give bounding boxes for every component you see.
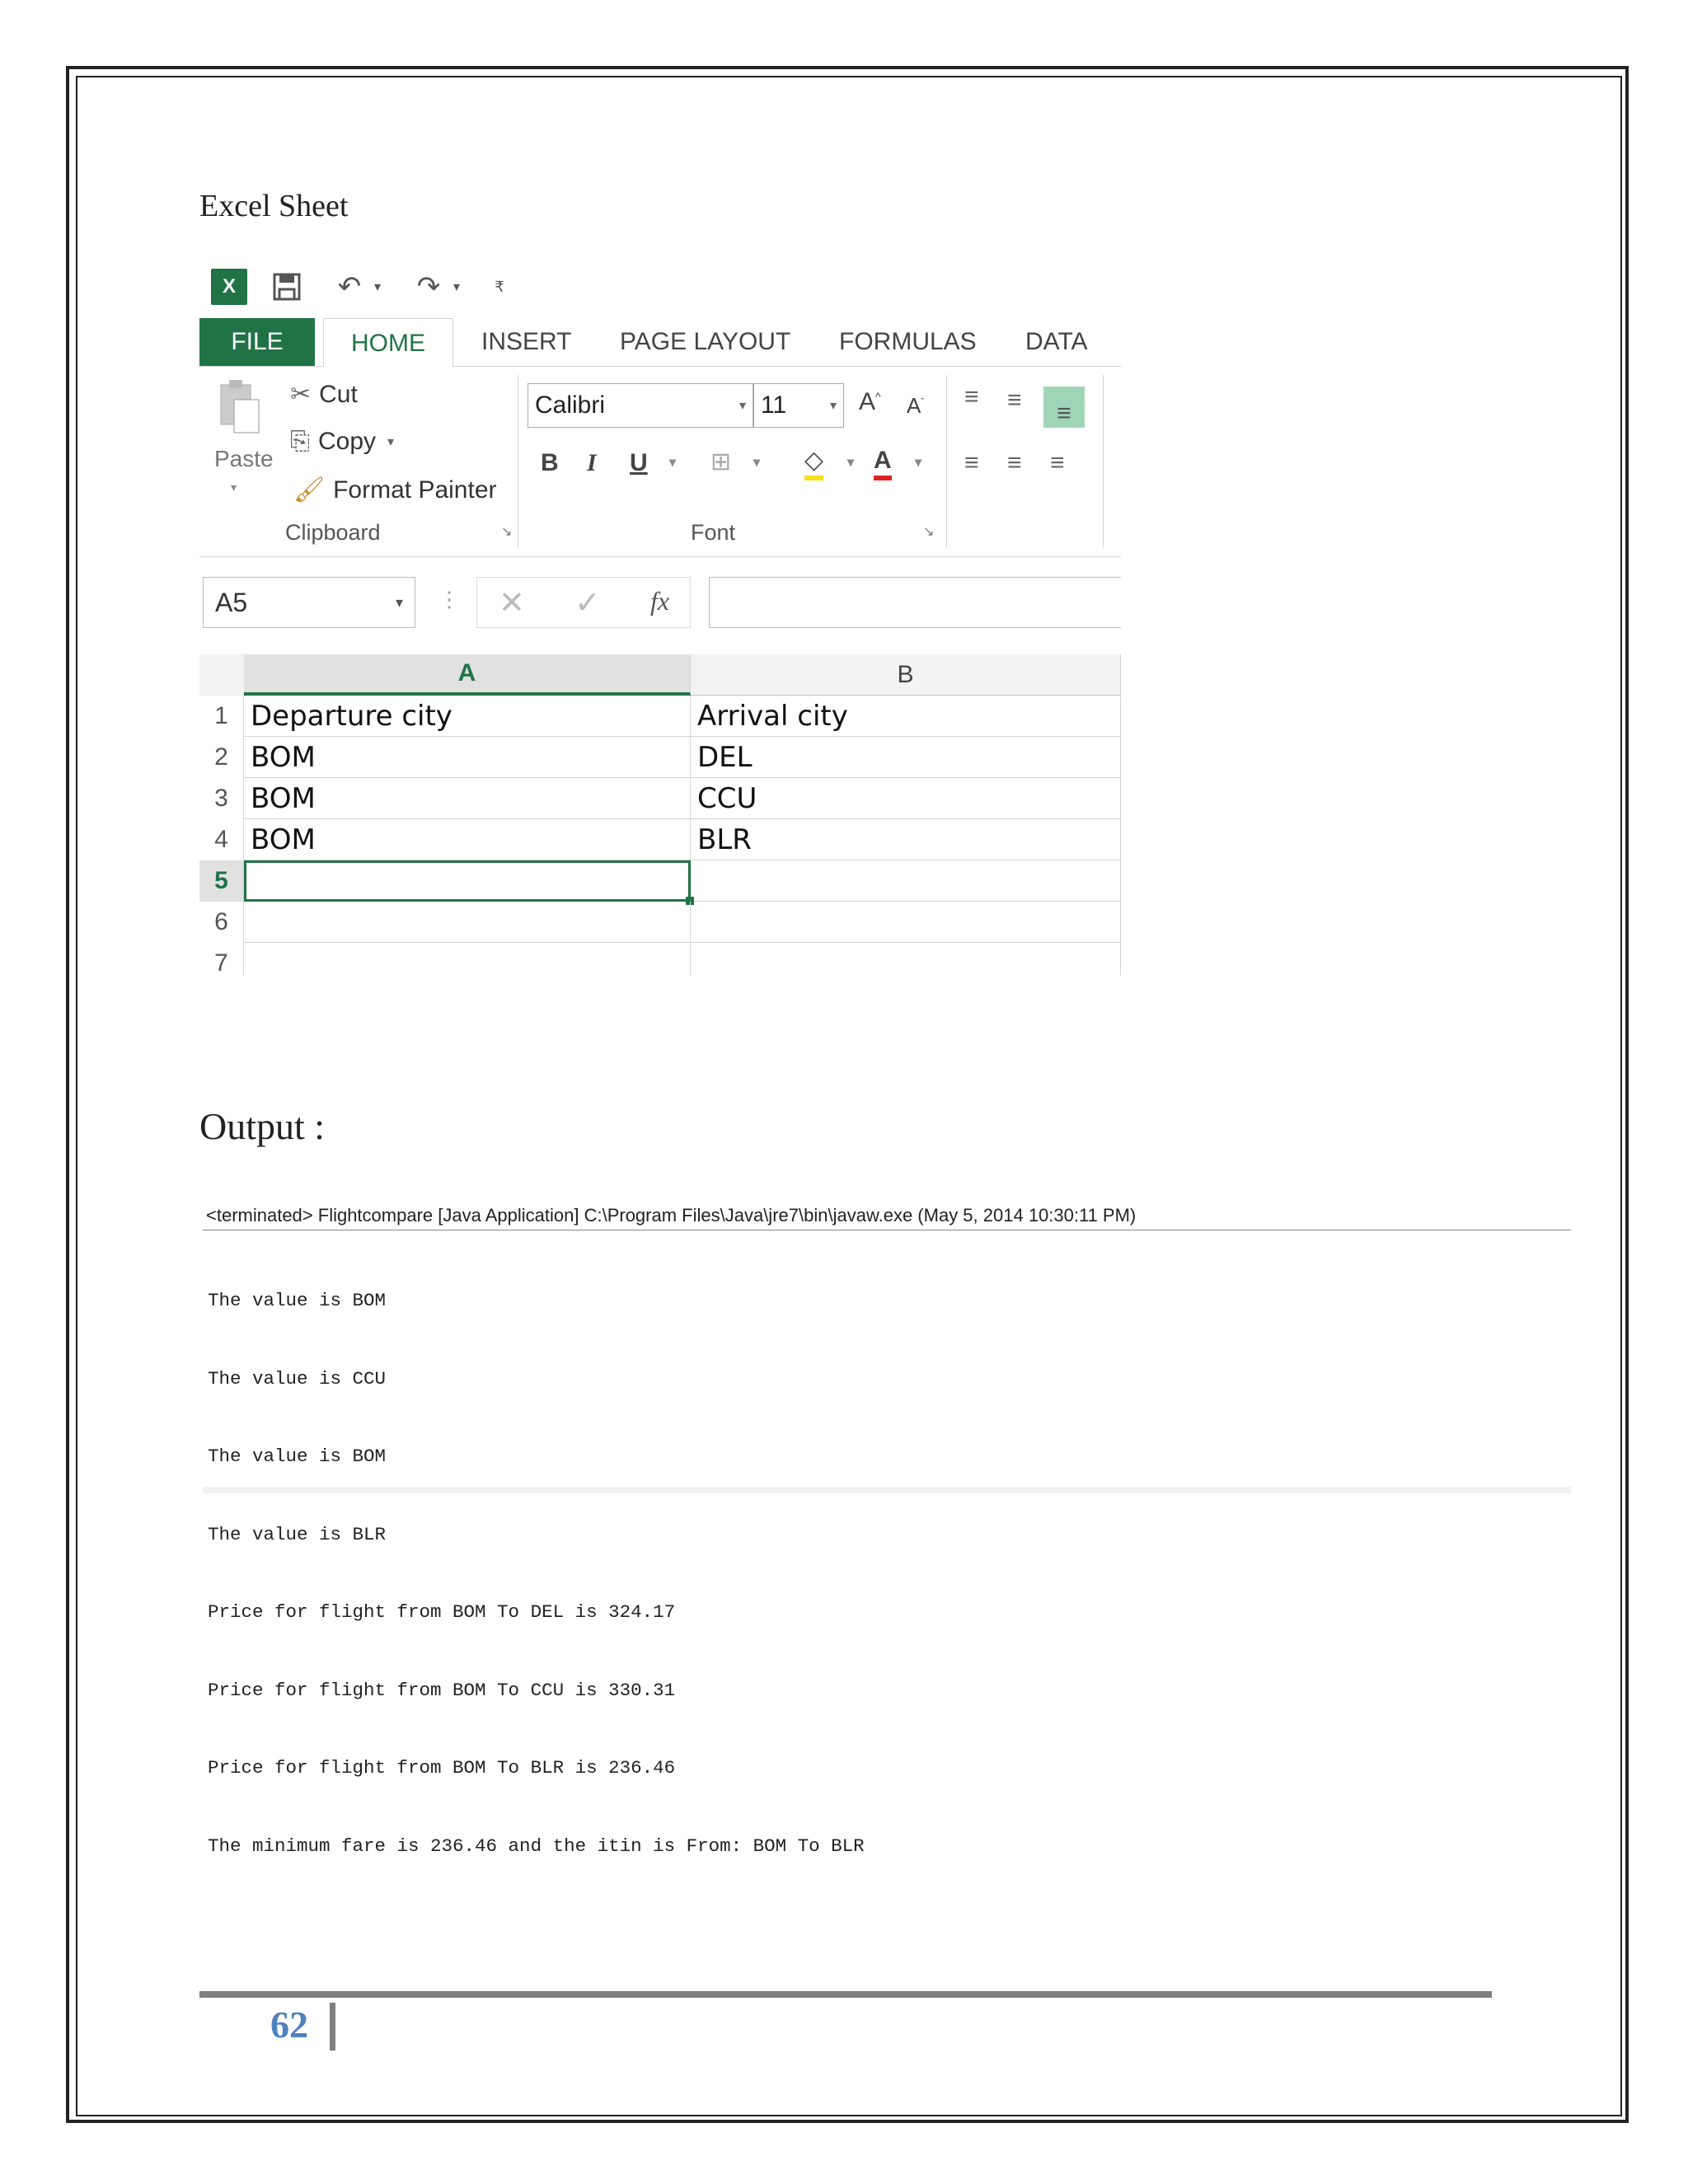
font-size-select[interactable] — [753, 383, 844, 428]
console-scroll-area — [203, 1487, 1571, 1493]
enter-icon[interactable]: ✓ — [574, 586, 601, 621]
row-number[interactable]: 7 — [199, 943, 244, 976]
cell-b5[interactable] — [691, 860, 1121, 902]
footer-rule — [199, 1991, 1492, 1998]
table-row — [199, 860, 1121, 902]
cut-button[interactable] — [290, 380, 358, 409]
clipboard-launcher-icon[interactable]: ↘ — [501, 525, 513, 539]
cut-label: Cut — [319, 380, 358, 408]
table-row — [199, 902, 1121, 943]
align-center-icon[interactable]: ≡ — [1007, 449, 1022, 476]
font-color-icon[interactable]: A — [874, 446, 892, 480]
ribbon-separator — [1103, 375, 1104, 548]
chevron-down-icon: ▾ — [829, 399, 837, 413]
name-box-value: A5 — [215, 587, 248, 617]
fill-color-icon[interactable]: ◇ — [804, 446, 823, 480]
grow-font-icon[interactable]: A^ — [859, 388, 881, 415]
tab-home[interactable]: HOME — [323, 318, 453, 368]
customize-qat-icon[interactable]: ₹ — [495, 278, 504, 295]
paste-dropdown-icon[interactable]: ▾ — [231, 480, 237, 494]
table-row — [199, 737, 1121, 778]
table-row — [199, 819, 1121, 860]
format-painter-button[interactable] — [293, 476, 497, 504]
tab-page-layout[interactable]: PAGE LAYOUT — [620, 328, 791, 355]
row-number[interactable]: 2 — [199, 737, 244, 778]
ribbon-tabs — [199, 318, 1121, 367]
column-header-a[interactable]: A — [244, 654, 691, 696]
align-right-icon[interactable]: ≡ — [1050, 449, 1065, 476]
copy-button[interactable] — [290, 428, 394, 456]
save-icon[interactable] — [270, 269, 303, 305]
tab-formulas[interactable]: FORMULAS — [839, 328, 977, 355]
copy-dropdown-icon[interactable]: ▾ — [387, 435, 395, 449]
borders-icon[interactable]: ⊞ — [710, 448, 732, 476]
align-middle-icon[interactable]: ≡ — [1007, 387, 1022, 414]
table-row — [199, 778, 1121, 819]
cell-a5-active[interactable] — [244, 860, 691, 902]
redo-icon[interactable]: ↷ — [416, 271, 441, 302]
chevron-down-icon: ▾ — [395, 593, 403, 611]
cell-b4[interactable]: BLR — [691, 819, 1121, 860]
format-painter-label: Format Painter — [333, 476, 497, 504]
console-line: Price for flight from BOM To DEL is 324.17 — [208, 1601, 676, 1623]
row-number[interactable]: 3 — [199, 778, 244, 819]
cell-b1[interactable]: Arrival city — [691, 696, 1121, 737]
column-header-b[interactable]: B — [691, 654, 1121, 696]
tab-insert[interactable]: INSERT — [481, 328, 572, 355]
font-family-value: Calibri — [535, 391, 606, 419]
undo-icon[interactable]: ↶ — [337, 271, 362, 302]
cell-a6[interactable] — [244, 902, 691, 943]
formula-bar-grip-icon: ⋮ — [438, 587, 460, 612]
cell-b7[interactable] — [691, 943, 1121, 976]
excel-window — [199, 262, 1121, 976]
font-group-label: Font — [691, 520, 736, 545]
sheet-heading: Excel Sheet — [199, 189, 349, 223]
tab-file[interactable]: FILE — [199, 318, 315, 366]
ribbon-separator — [946, 375, 947, 548]
paste-icon[interactable] — [216, 378, 262, 436]
console-line: The value is BLR — [208, 1523, 387, 1545]
output-heading: Output : — [199, 1105, 326, 1147]
paste-button[interactable]: Paste — [214, 446, 274, 471]
table-row — [199, 696, 1121, 737]
font-size-value: 11 — [761, 391, 787, 419]
console-header: <terminated> Flightcompare [Java Application] C:\Program Files\Java\jre7\bin\javaw.exe (May 5, 2014 10:30:11 PM) — [206, 1205, 1137, 1226]
console-output — [208, 1236, 865, 1886]
console-line: The minimum fare is 236.46 and the itin is From: BOM To BLR — [208, 1835, 865, 1857]
cell-a3[interactable]: BOM — [244, 778, 691, 819]
ribbon-home — [199, 367, 1121, 557]
formula-bar-input[interactable] — [709, 577, 1121, 628]
underline-dropdown-icon[interactable]: ▾ — [669, 456, 677, 470]
italic-button[interactable]: I — [587, 449, 597, 476]
clipboard-group-label: Clipboard — [285, 520, 381, 545]
cell-a2[interactable]: BOM — [244, 737, 691, 778]
row-number[interactable]: 5 — [199, 860, 244, 902]
cell-a7[interactable] — [244, 943, 691, 976]
name-box[interactable] — [203, 577, 415, 628]
underline-button[interactable]: U — [630, 449, 648, 476]
cell-b3[interactable]: CCU — [691, 778, 1121, 819]
shrink-font-icon[interactable]: $A^ˇ$ — [907, 393, 925, 418]
select-all-corner[interactable] — [199, 654, 245, 696]
font-family-select[interactable] — [528, 383, 753, 428]
redo-dropdown-icon[interactable]: ▾ — [452, 280, 461, 294]
align-top-icon[interactable]: ≡ — [964, 383, 979, 410]
bold-button[interactable]: B — [541, 449, 559, 476]
scissors-icon: ✂ — [290, 381, 312, 408]
chevron-down-icon: ▾ — [738, 399, 746, 413]
quick-access-toolbar — [199, 262, 1121, 312]
row-number[interactable]: 4 — [199, 819, 244, 860]
format-painter-icon: 🖌 — [293, 476, 326, 504]
row-number[interactable]: 6 — [199, 902, 244, 943]
console-line: The value is BOM — [208, 1446, 387, 1467]
copy-label: Copy — [318, 428, 377, 455]
table-row — [199, 943, 1121, 976]
cell-b2[interactable]: DEL — [691, 737, 1121, 778]
font-launcher-icon[interactable]: ↘ — [923, 525, 935, 539]
copy-icon: ⎘ — [290, 428, 310, 455]
borders-dropdown-icon[interactable]: ▾ — [753, 456, 761, 470]
page-number-bar — [330, 2003, 335, 2050]
insert-function-icon[interactable]: fx — [650, 586, 670, 616]
excel-logo-icon[interactable]: X — [211, 269, 247, 305]
formula-buttons — [476, 577, 691, 628]
font-color-dropdown-icon[interactable]: ▾ — [915, 456, 922, 470]
cell-a1[interactable]: Departure city — [244, 696, 691, 737]
page-number: 62 — [270, 2004, 308, 2046]
cancel-icon[interactable]: ✕ — [499, 586, 525, 621]
console-line: Price for flight from BOM To CCU is 330.31 — [208, 1679, 676, 1701]
console-line: The value is CCU — [208, 1367, 387, 1390]
cell-b6[interactable] — [691, 902, 1121, 943]
undo-dropdown-icon[interactable]: ▾ — [373, 280, 382, 294]
row-number[interactable]: 1 — [199, 696, 244, 737]
fill-color-dropdown-icon[interactable]: ▾ — [847, 456, 855, 470]
console-line: Price for flight from BOM To BLR is 236.46 — [208, 1757, 676, 1779]
tab-data[interactable]: DATA — [1025, 328, 1088, 355]
align-bottom-icon[interactable]: ≡ — [1043, 387, 1085, 428]
align-left-icon[interactable]: ≡ — [964, 449, 979, 476]
console-line: The value is BOM — [208, 1290, 387, 1311]
cell-a4[interactable]: BOM — [244, 819, 691, 860]
